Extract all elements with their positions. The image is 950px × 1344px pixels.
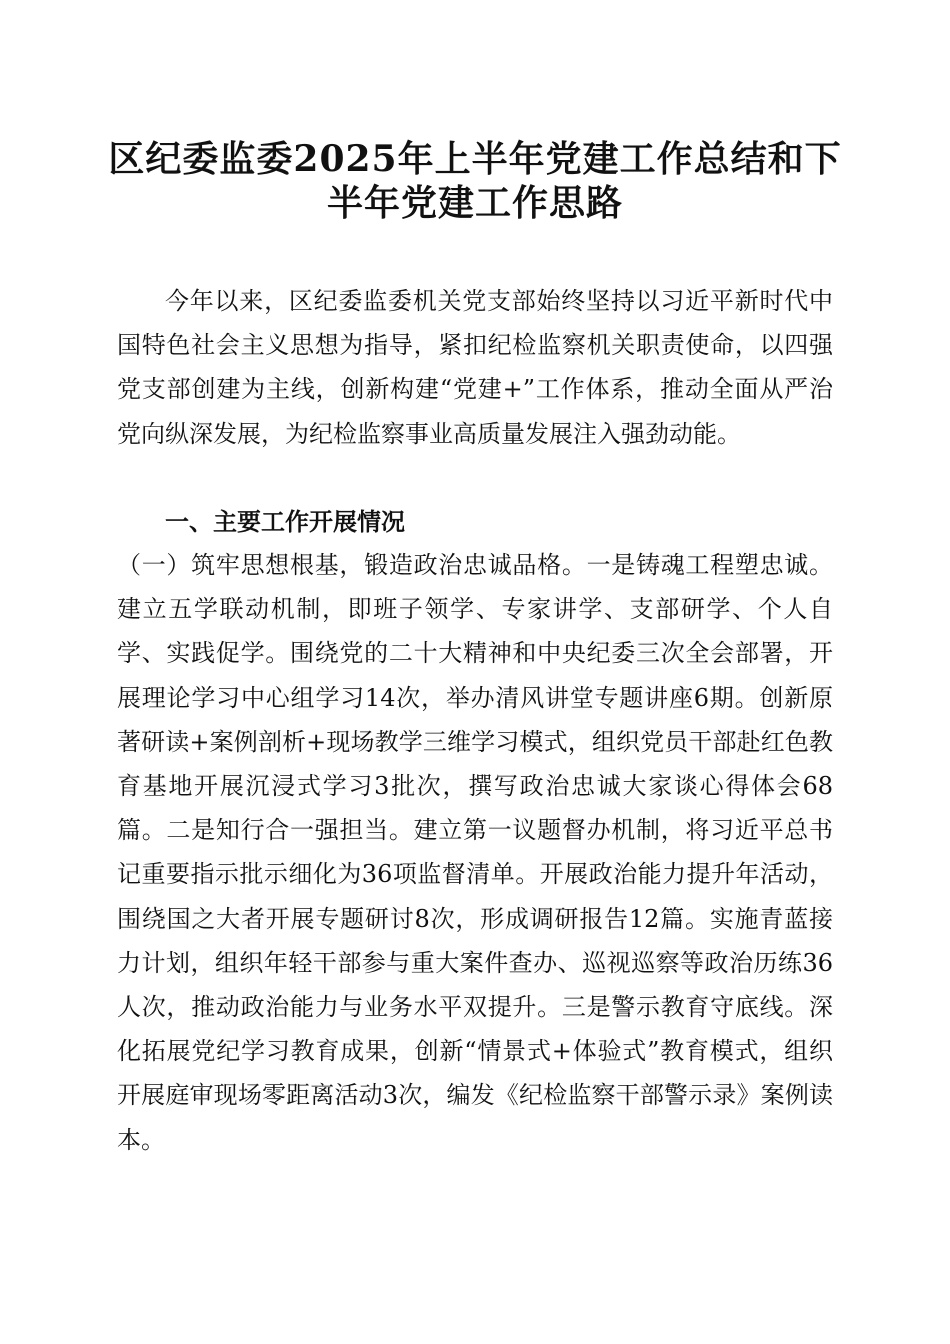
document-title-line-2: 半年党建工作思路	[326, 182, 623, 224]
section-heading-main-work: 一、主要工作开展情况	[165, 508, 405, 536]
intro-paragraph: 今年以来，区纪委监委机关党支部始终坚持以习近平新时代中国特色社会主义思想为指导，紧扣纪检监察机关职责使命，以四强党支部创建为主线，创新构建“党建+”工作体系，推动全面从严治党向纵深发展，为纪检监察事业高质量发展注入强劲动能。	[117, 287, 833, 448]
document-title-line-1: 区纪委监委2025年上半年党建工作总结和下	[108, 138, 842, 180]
subsection-1-paragraph: （一）筑牢思想根基，锻造政治忠诚品格。一是铸魂工程塑忠诚。建立五学联动机制，即班子领学、专家讲学、支部研学、个人自学、实践促学。围绕党的二十大精神和中央纪委三次全会部署，开展理论学习中心组学习14次，举办清风讲堂专题讲座6期。创新原著研读+案例剖析+现场教学三维学习模式，组织党员干部赴红色教育基地开展沉浸式学习3批次，撰写政治忠诚大家谈心得体会68篇。二是知行合一强担当。建立第一议题督办机制，将习近平总书记重要指示批示细化为36项监督清单。开展政治能力提升年活动，围绕国之大者开展专题研讨8次，形成调研报告12篇。实施青蓝接力计划，组织年轻干部参与重大案件查办、巡视巡察等政治历练36人次，推动政治能力与业务水平双提升。三是警示教育守底线。深化拓展党纪学习教育成果，创新“情景式+体验式”教育模式，组织开展庭审现场零距离活动3次，编发《纪检监察干部警示录》案例读本。	[117, 551, 833, 1154]
